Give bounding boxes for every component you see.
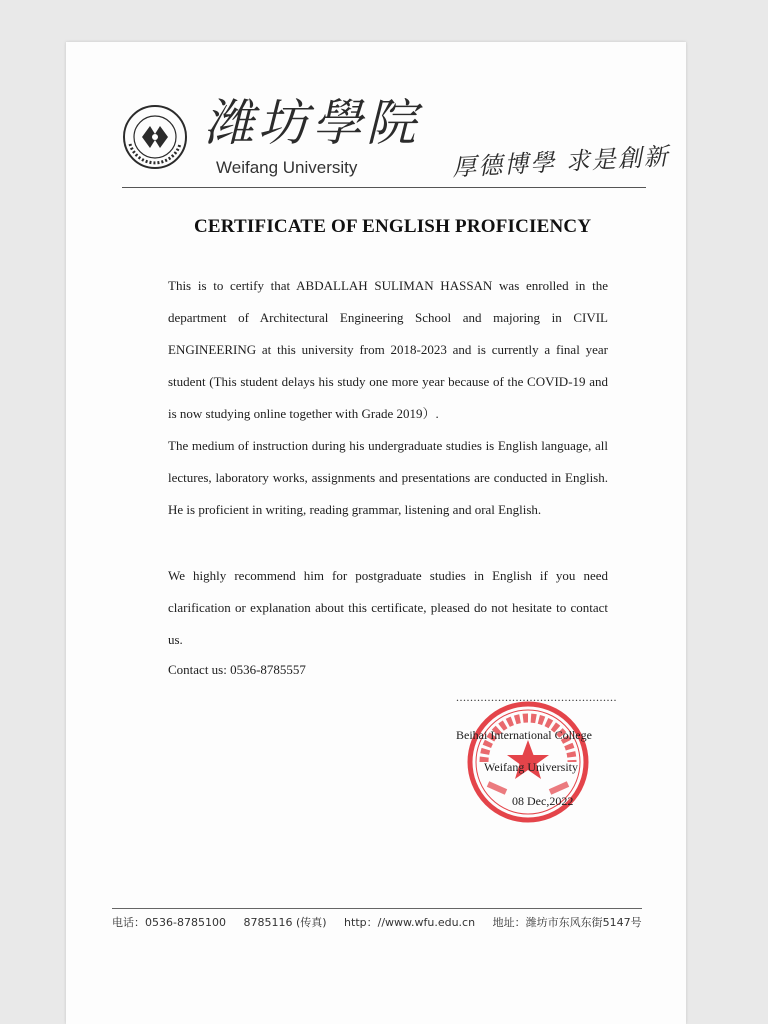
certificate-page — [66, 42, 686, 1024]
footer-address: 地址：潍坊市东风东街5147号 — [492, 916, 642, 929]
university-motto: 厚德博學 求是創新 — [451, 142, 671, 182]
footer-divider — [112, 908, 642, 909]
university-emblem-icon — [122, 104, 188, 170]
university-name-english: Weifang University — [216, 158, 358, 177]
paragraph-instruction-medium: The medium of instruction during his undergraduate studies is English language, all lectures, laboratory works, assignments and presentations are conducted in English. He is proficient in writing, reading grammar, listening and oral English. — [168, 438, 608, 517]
footer-fax: 8785116 (传真) — [243, 916, 327, 929]
footer-phone: 电话：0536-8785100 — [112, 916, 226, 929]
signature-date: 08 Dec,2022 — [512, 794, 574, 808]
signature-dots: .............................................. — [456, 690, 617, 704]
header-divider — [122, 187, 646, 188]
footer-website: http：//www.wfu.edu.cn — [344, 916, 476, 929]
footer-info — [112, 914, 656, 930]
university-name-chinese: 潍坊學院 — [204, 94, 420, 152]
signature-college: Beihai International College — [456, 728, 592, 742]
signature-university: Weifang University — [484, 760, 579, 774]
certificate-title: CERTIFICATE OF ENGLISH PROFICIENCY — [194, 216, 592, 237]
paragraph-enrollment: This is to certify that ABDALLAH SULIMAN HASSAN was enrolled in the department of Architectural Engineering School and majoring in CIVIL ENGINEERING at this university from 2018-2023 and is currently a final year student (This student delays his study one more year because of the COVID-19 and is now studying online together with Grade 2019）. — [168, 278, 608, 421]
paragraph-recommendation: We highly recommend him for postgraduate studies in English if you need clarification or explanation about this certificate, pleased do not hesitate to contact us. — [168, 568, 608, 647]
contact-line: Contact us: 0536-8785557 — [168, 662, 306, 677]
